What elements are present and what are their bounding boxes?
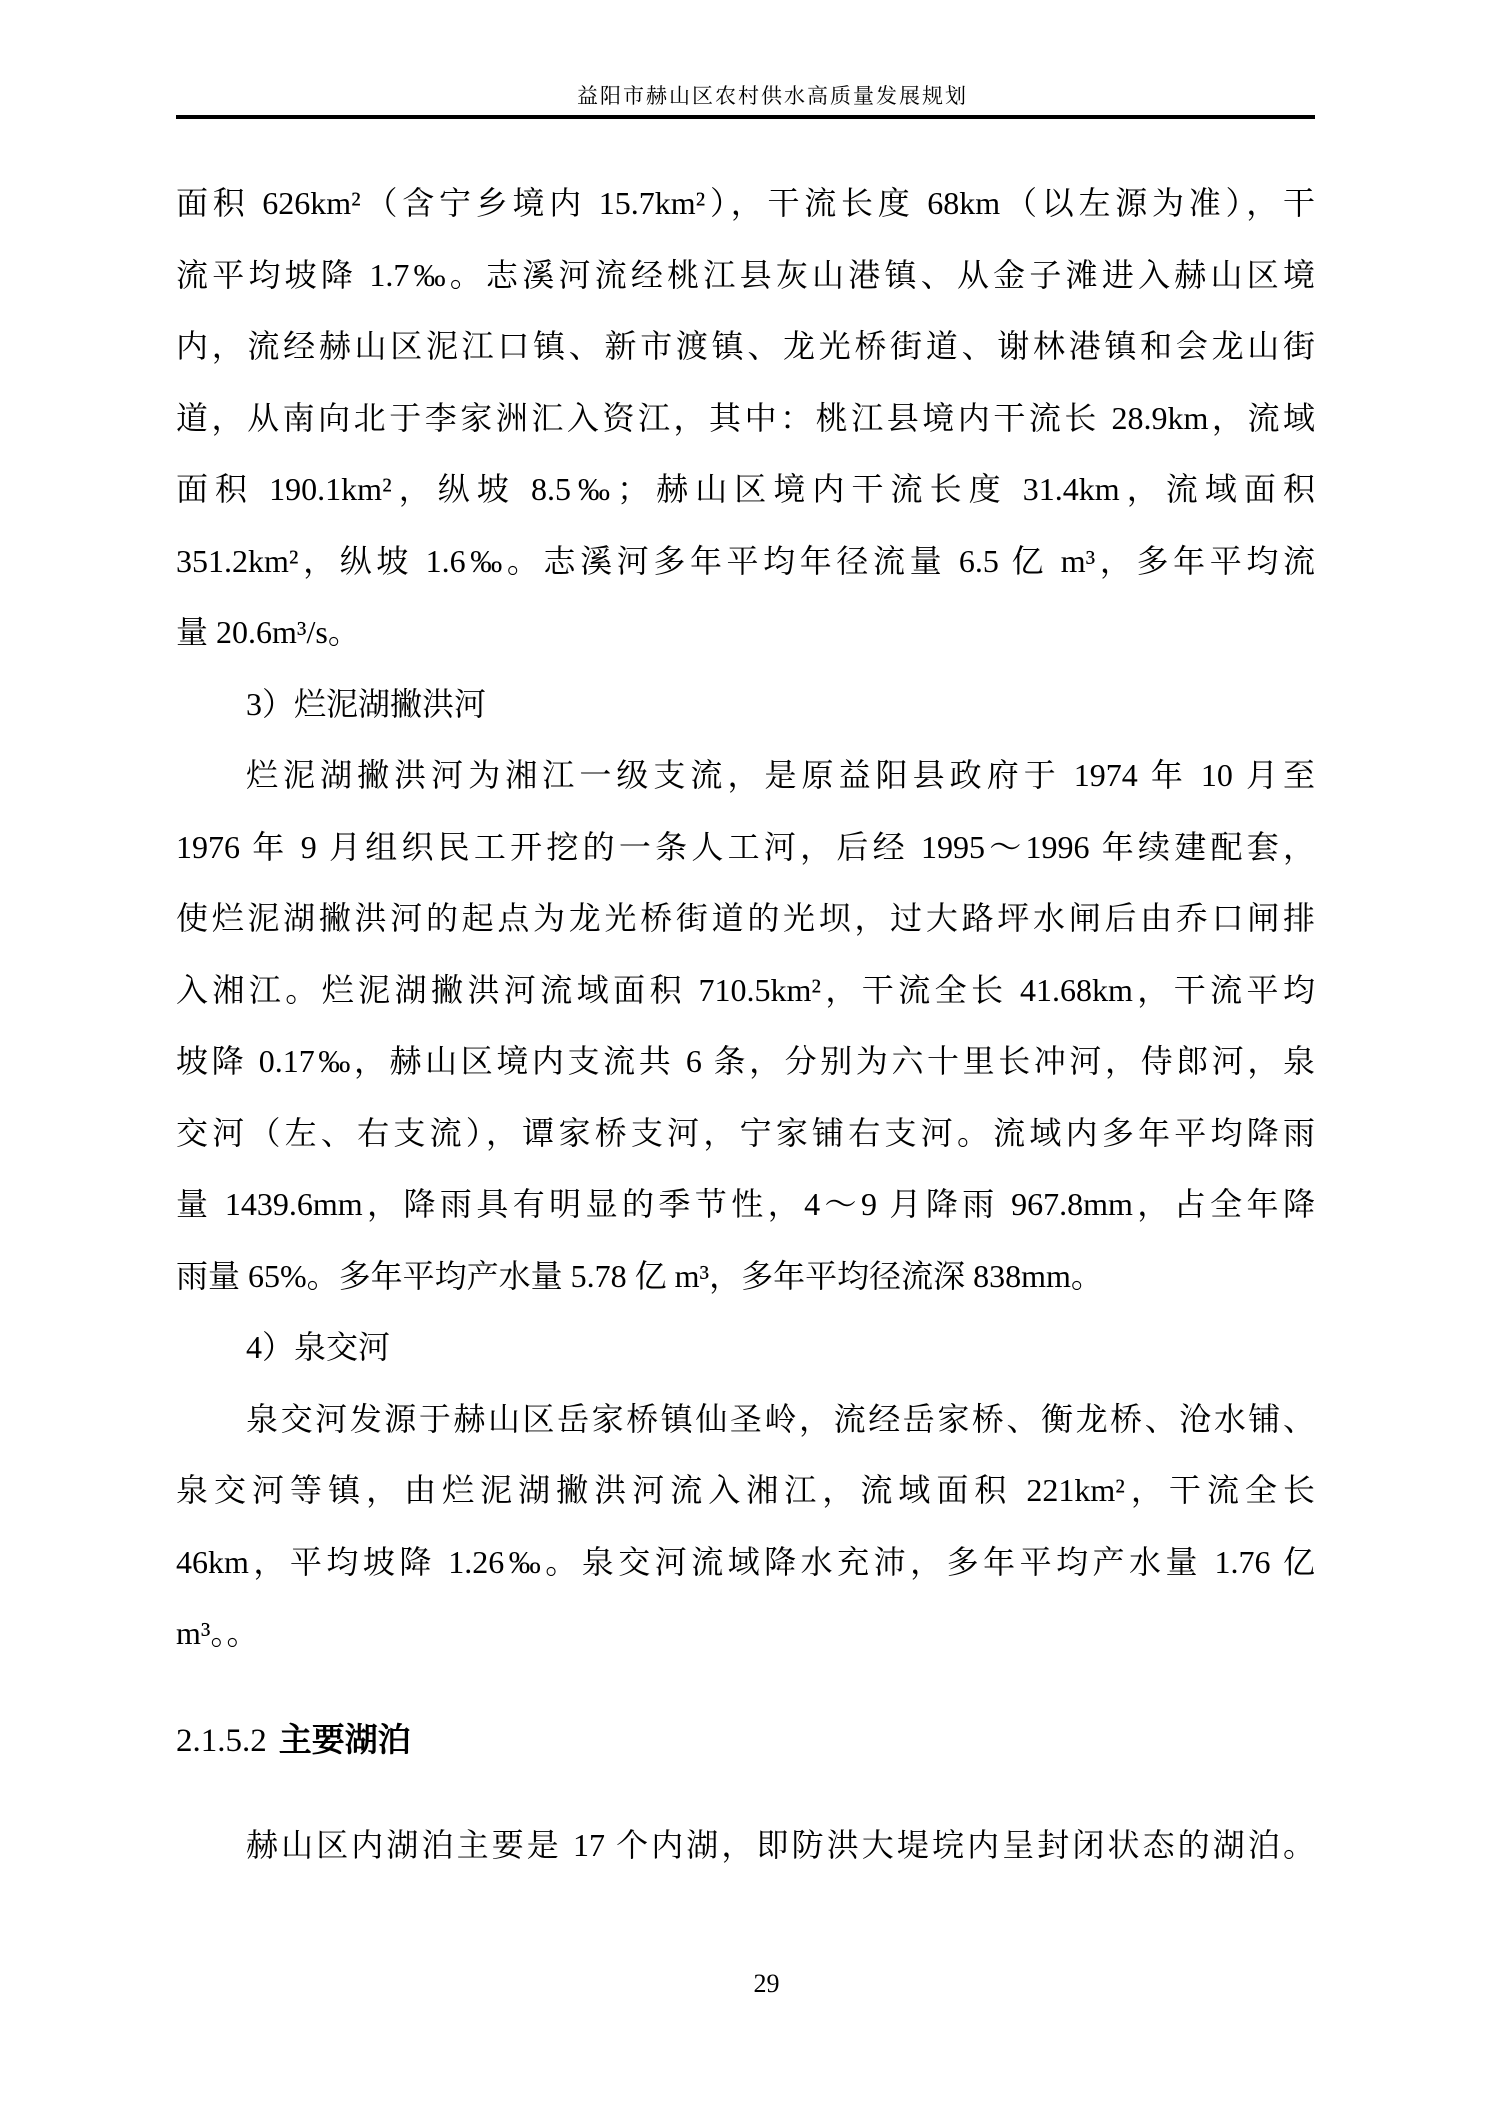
body-line: 入湘江。烂泥湖撇洪河流域面积 710.5km²，干流全长 41.68km，干流平均 (176, 971, 1315, 1008)
body-line: m³。。 (176, 1615, 259, 1651)
body-line: 道，从南向北于李家洲汇入资江，其中：桃江县境内干流长 28.9km，流域 (176, 399, 1315, 436)
page-header (176, 0, 1315, 119)
body-line: 雨量 65%。多年平均产水量 5.78 亿 m³，多年平均径流深 838mm。 (176, 1257, 1103, 1294)
body-line: 使烂泥湖撇洪河的起点为龙光桥街道的光坝，过大路坪水闸后由乔口闸排 (176, 900, 1315, 936)
body-line: 量 20.6m³/s。 (176, 614, 360, 650)
list-item-heading: 4）泉交河 (246, 1329, 391, 1365)
header-title: 益阳市赫山区农村供水高质量发展规划 (577, 84, 968, 108)
section-title: 主要湖泊 (278, 1720, 411, 1758)
body-line: 46km，平均坡降 1.26‰。泉交河流域降水充沛，多年平均产水量 1.76 亿 (176, 1543, 1315, 1580)
body-line: 面积 626km²（含宁乡境内 15.7km²），干流长度 68km（以左源为准），干 (176, 185, 1315, 221)
document-body (176, 168, 1315, 1670)
section-number: 2.1.5.2 (176, 1722, 267, 1759)
body-line: 1976 年 9 月组织民工开挖的一条人工河，后经 1995～1996 年续建配套， (176, 828, 1315, 865)
body-line: 赫山区内湖泊主要是 17 个内湖，即防洪大堤垸内呈封闭状态的湖泊。 (246, 1826, 1315, 1863)
body-line: 351.2km²，纵坡 1.6‰。志溪河多年平均年径流量 6.5 亿 m³，多年平均流 (176, 542, 1315, 579)
body-line: 坡降 0.17‰，赫山区境内支流共 6 条，分别为六十里长冲河，侍郎河，泉 (176, 1043, 1315, 1079)
body-line: 流平均坡降 1.7‰。志溪河流经桃江县灰山港镇、从金子滩进入赫山区境 (176, 256, 1315, 293)
body-line: 量 1439.6mm，降雨具有明显的季节性，4～9 月降雨 967.8mm，占全年降 (176, 1186, 1315, 1222)
body-line: 烂泥湖撇洪河为湘江一级支流，是原益阳县政府于 1974 年 10 月至 (246, 757, 1315, 793)
closing-paragraph (176, 1810, 1315, 1882)
section-heading (176, 1704, 1315, 1777)
body-line: 内，流经赫山区泥江口镇、新市渡镇、龙光桥街道、谢林港镇和会龙山街 (176, 328, 1315, 364)
list-item-heading: 3）烂泥湖撇洪河 (246, 685, 487, 722)
body-line: 泉交河发源于赫山区岳家桥镇仙圣岭，流经岳家桥、衡龙桥、沧水铺、 (246, 1400, 1315, 1437)
body-line: 交河（左、右支流），谭家桥支河，宁家铺右支河。流域内多年平均降雨 (176, 1114, 1315, 1151)
body-line: 面积 190.1km²，纵坡 8.5‰；赫山区境内干流长度 31.4km，流域面积 (176, 471, 1315, 507)
body-line: 泉交河等镇，由烂泥湖撇洪河流入湘江，流域面积 221km²，干流全长 (176, 1472, 1315, 1508)
page-number: 29 (753, 1969, 780, 1998)
